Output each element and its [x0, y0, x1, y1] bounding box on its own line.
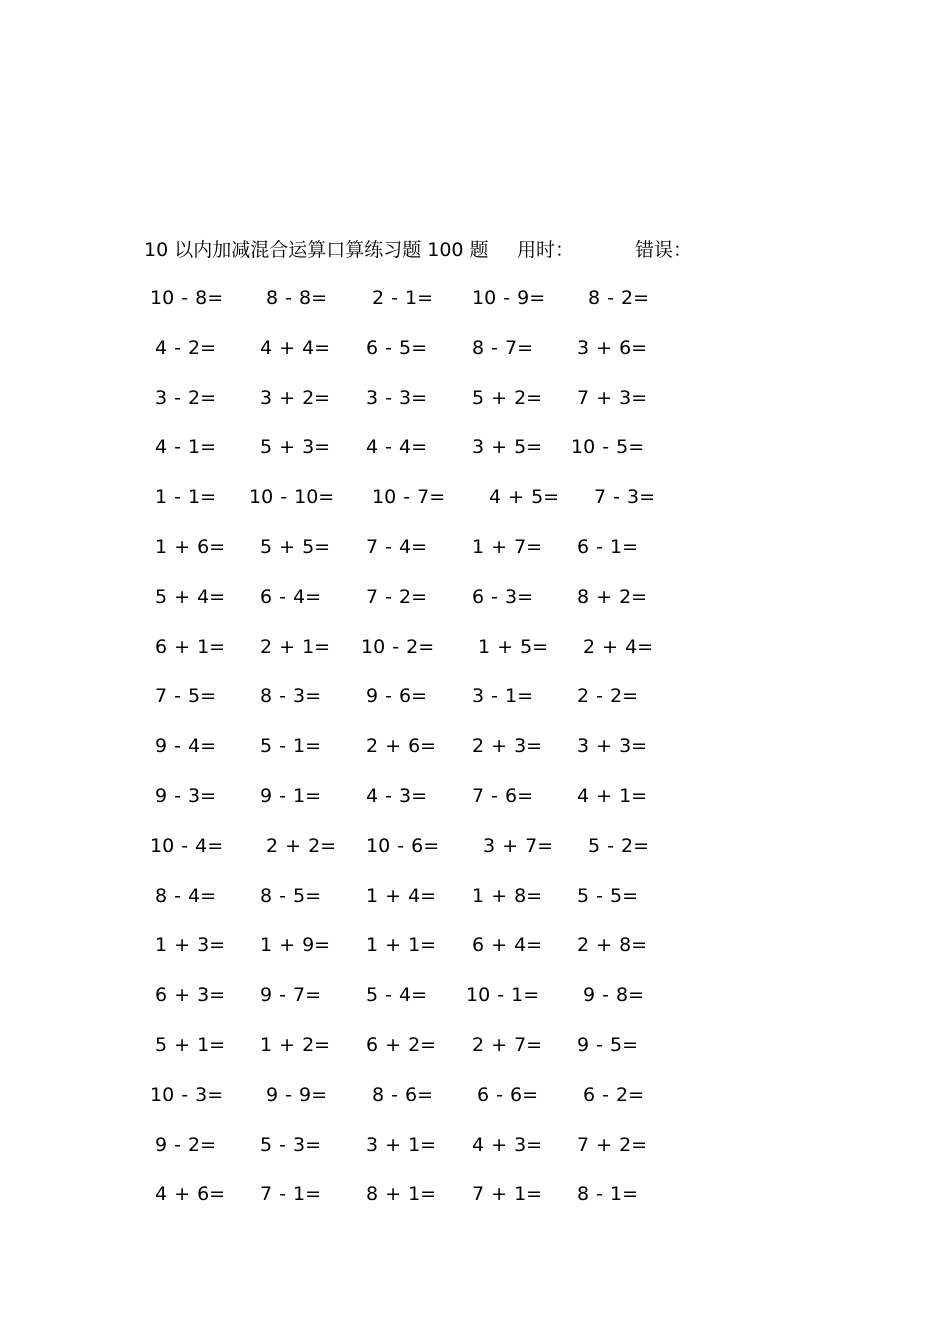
arithmetic-problem: 1 + 6=	[155, 535, 226, 558]
arithmetic-problem: 7 - 2=	[366, 585, 428, 608]
arithmetic-problem: 7 - 3=	[594, 486, 656, 509]
arithmetic-problem: 6 - 5=	[366, 336, 428, 359]
arithmetic-problem: 6 - 2=	[583, 1083, 645, 1106]
arithmetic-problem: 1 + 5=	[478, 635, 549, 658]
problem-row	[0, 283, 950, 333]
arithmetic-problem: 7 - 6=	[472, 784, 534, 807]
time-used-label: 用时：	[517, 239, 575, 261]
arithmetic-problem: 10 - 1=	[466, 984, 540, 1007]
arithmetic-problem: 2 + 4=	[583, 635, 654, 658]
arithmetic-problem: 3 + 1=	[366, 1133, 437, 1156]
arithmetic-problem: 10 - 2=	[361, 635, 435, 658]
problem-row	[0, 1080, 950, 1130]
arithmetic-problem: 9 - 7=	[260, 984, 322, 1007]
problem-row	[0, 881, 950, 931]
arithmetic-problem: 2 - 1=	[372, 287, 434, 309]
arithmetic-problem: 6 - 1=	[577, 535, 639, 558]
arithmetic-problem: 9 - 8=	[583, 984, 645, 1007]
arithmetic-problem: 1 + 2=	[260, 1033, 331, 1056]
arithmetic-problem: 7 + 1=	[472, 1183, 543, 1206]
error-count-label: 错误：	[635, 239, 693, 261]
arithmetic-problem: 1 + 4=	[366, 884, 437, 907]
problem-row	[0, 1130, 950, 1180]
arithmetic-problem: 4 + 1=	[577, 784, 648, 807]
worksheet-title: 10 以内加减混合运算口算练习题 100 题	[144, 239, 489, 261]
arithmetic-problem: 10 - 8=	[150, 287, 224, 309]
arithmetic-problem: 3 + 3=	[577, 735, 648, 758]
arithmetic-problem: 2 + 7=	[472, 1033, 543, 1056]
arithmetic-problem: 10 - 5=	[571, 436, 645, 459]
arithmetic-problem: 4 + 3=	[472, 1133, 543, 1156]
problem-grid	[0, 283, 950, 1229]
arithmetic-problem: 8 - 6=	[372, 1083, 434, 1106]
arithmetic-problem: 3 - 2=	[155, 386, 217, 409]
arithmetic-problem: 6 - 6=	[477, 1083, 539, 1106]
problem-row	[0, 333, 950, 383]
arithmetic-problem: 8 + 2=	[577, 585, 648, 608]
arithmetic-problem: 9 - 5=	[577, 1033, 639, 1056]
arithmetic-problem: 7 + 3=	[577, 386, 648, 409]
arithmetic-problem: 6 + 1=	[155, 635, 226, 658]
arithmetic-problem: 3 - 3=	[366, 386, 428, 409]
problem-row	[0, 831, 950, 881]
arithmetic-problem: 6 + 3=	[155, 984, 226, 1007]
arithmetic-problem: 9 - 6=	[366, 685, 428, 708]
problem-row	[0, 781, 950, 831]
problem-row	[0, 383, 950, 433]
arithmetic-problem: 5 + 2=	[472, 386, 543, 409]
arithmetic-problem: 1 + 8=	[472, 884, 543, 907]
arithmetic-problem: 10 - 10=	[249, 486, 335, 509]
arithmetic-problem: 4 + 4=	[260, 336, 331, 359]
arithmetic-problem: 4 - 4=	[366, 436, 428, 459]
arithmetic-problem: 6 - 4=	[260, 585, 322, 608]
problem-row	[0, 731, 950, 781]
arithmetic-problem: 9 - 9=	[266, 1083, 328, 1106]
problem-row	[0, 1179, 950, 1229]
arithmetic-problem: 10 - 6=	[366, 834, 440, 857]
arithmetic-problem: 3 - 1=	[472, 685, 534, 708]
problem-row	[0, 1030, 950, 1080]
arithmetic-problem: 5 + 1=	[155, 1033, 226, 1056]
arithmetic-problem: 9 - 4=	[155, 735, 217, 758]
arithmetic-problem: 8 - 8=	[266, 287, 328, 309]
arithmetic-problem: 9 - 2=	[155, 1133, 217, 1156]
arithmetic-problem: 7 - 1=	[260, 1183, 322, 1206]
problem-row	[0, 681, 950, 731]
problem-row	[0, 532, 950, 582]
arithmetic-problem: 9 - 1=	[260, 784, 322, 807]
arithmetic-problem: 8 - 4=	[155, 884, 217, 907]
arithmetic-problem: 5 - 3=	[260, 1133, 322, 1156]
arithmetic-problem: 10 - 3=	[150, 1083, 224, 1106]
arithmetic-problem: 8 - 7=	[472, 336, 534, 359]
arithmetic-problem: 5 + 4=	[155, 585, 226, 608]
arithmetic-problem: 2 - 2=	[577, 685, 639, 708]
arithmetic-problem: 5 - 1=	[260, 735, 322, 758]
arithmetic-problem: 8 - 3=	[260, 685, 322, 708]
arithmetic-problem: 8 - 1=	[577, 1183, 639, 1206]
arithmetic-problem: 8 + 1=	[366, 1183, 437, 1206]
arithmetic-problem: 3 + 7=	[483, 834, 554, 857]
arithmetic-problem: 1 + 9=	[260, 934, 331, 957]
arithmetic-problem: 6 - 3=	[472, 585, 534, 608]
arithmetic-problem: 2 + 6=	[366, 735, 437, 758]
arithmetic-problem: 9 - 3=	[155, 784, 217, 807]
arithmetic-problem: 10 - 4=	[150, 834, 224, 857]
arithmetic-problem: 3 + 6=	[577, 336, 648, 359]
arithmetic-problem: 6 + 4=	[472, 934, 543, 957]
arithmetic-problem: 5 - 4=	[366, 984, 428, 1007]
arithmetic-problem: 1 + 3=	[155, 934, 226, 957]
arithmetic-problem: 7 - 4=	[366, 535, 428, 558]
arithmetic-problem: 2 + 2=	[266, 834, 337, 857]
arithmetic-problem: 8 - 2=	[588, 287, 650, 309]
problem-row	[0, 980, 950, 1030]
arithmetic-problem: 4 - 3=	[366, 784, 428, 807]
arithmetic-problem: 1 + 7=	[472, 535, 543, 558]
arithmetic-problem: 7 - 5=	[155, 685, 217, 708]
arithmetic-problem: 4 + 6=	[155, 1183, 226, 1206]
arithmetic-problem: 1 - 1=	[155, 486, 217, 509]
problem-row	[0, 632, 950, 682]
arithmetic-problem: 5 + 5=	[260, 535, 331, 558]
arithmetic-problem: 8 - 5=	[260, 884, 322, 907]
arithmetic-problem: 6 + 2=	[366, 1033, 437, 1056]
arithmetic-problem: 4 - 2=	[155, 336, 217, 359]
arithmetic-problem: 10 - 7=	[372, 486, 446, 509]
arithmetic-problem: 4 + 5=	[489, 486, 560, 509]
arithmetic-problem: 2 + 3=	[472, 735, 543, 758]
arithmetic-problem: 5 - 2=	[588, 834, 650, 857]
problem-row	[0, 930, 950, 980]
arithmetic-problem: 7 + 2=	[577, 1133, 648, 1156]
arithmetic-problem: 3 + 2=	[260, 386, 331, 409]
arithmetic-problem: 2 + 1=	[260, 635, 331, 658]
problem-row	[0, 432, 950, 482]
arithmetic-problem: 4 - 1=	[155, 436, 217, 459]
arithmetic-problem: 5 - 5=	[577, 884, 639, 907]
arithmetic-problem: 10 - 9=	[472, 287, 546, 309]
arithmetic-problem: 3 + 5=	[472, 436, 543, 459]
arithmetic-problem: 1 + 1=	[366, 934, 437, 957]
problem-row	[0, 482, 950, 532]
arithmetic-problem: 2 + 8=	[577, 934, 648, 957]
arithmetic-problem: 5 + 3=	[260, 436, 331, 459]
problem-row	[0, 582, 950, 632]
